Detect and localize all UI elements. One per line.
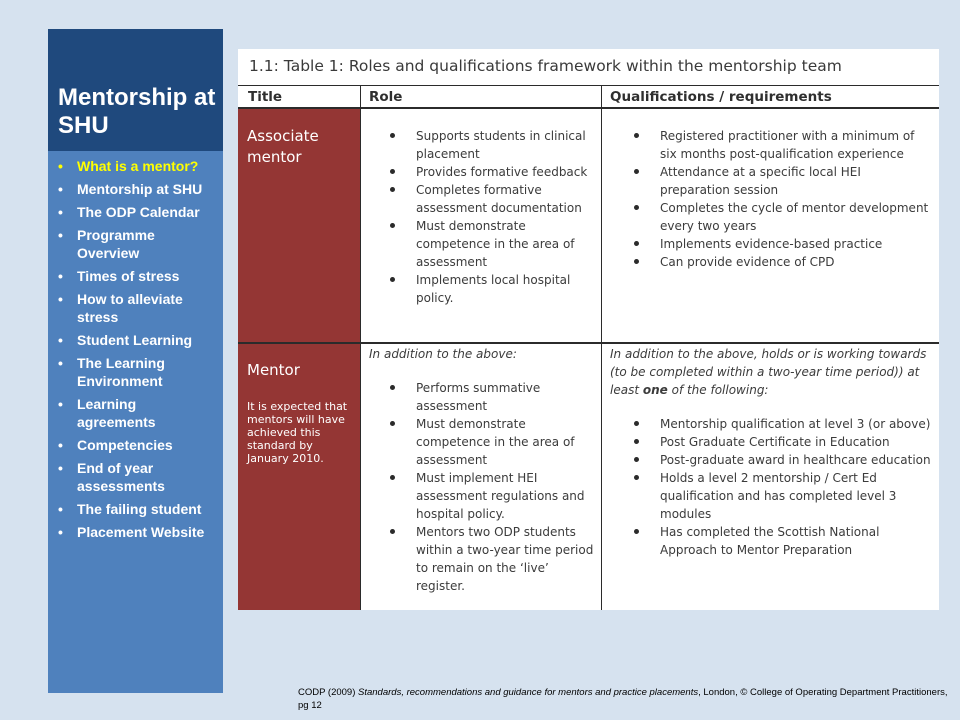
mentor-cell <box>238 344 360 610</box>
sidebar-item[interactable] <box>58 331 213 349</box>
mentor-role-list <box>364 379 598 595</box>
bullet-icon <box>390 277 395 282</box>
sidebar-item-label: Student Learning <box>77 332 193 348</box>
list-item <box>608 469 934 523</box>
mentor-title: Mentor <box>247 361 300 379</box>
sidebar-item-label: The ODP Calendar <box>77 204 200 220</box>
bullet-icon <box>634 169 639 174</box>
list-item <box>608 415 934 433</box>
bullet-icon <box>390 421 395 426</box>
list-item-text: Must demonstrate competence in the area of assessment <box>416 417 575 467</box>
list-item <box>608 523 934 559</box>
roles-table-image <box>238 49 939 610</box>
column-divider-1 <box>360 85 361 610</box>
sidebar-item-label: The Learning Environment <box>77 355 165 389</box>
sidebar-item[interactable] <box>58 226 213 262</box>
list-item-text: Implements evidence-based practice <box>660 237 883 251</box>
list-item-text: Attendance at a specific local HEI preparation session <box>660 165 861 197</box>
qual-intro-end: of the following: <box>667 383 769 397</box>
list-item <box>364 271 598 307</box>
associate-qualifications-list <box>608 127 934 271</box>
list-item-text: Performs summative assessment <box>416 381 541 413</box>
list-item-text: Supports students in clinical placement <box>416 129 586 161</box>
header-qualifications: Qualifications / requirements <box>610 89 832 105</box>
list-item <box>364 415 598 469</box>
table-top-rule <box>238 85 939 86</box>
bullet-icon: • <box>58 355 63 371</box>
sidebar-item[interactable] <box>58 290 213 326</box>
bullet-icon <box>390 529 395 534</box>
list-item <box>608 235 934 253</box>
list-item-text: Registered practitioner with a minimum of six months post-qualification experience <box>660 129 915 161</box>
list-item-text: Implements local hospital policy. <box>416 273 571 305</box>
column-divider-2 <box>601 85 602 610</box>
list-item-text: Post Graduate Certificate in Education <box>660 435 890 449</box>
bullet-icon: • <box>58 524 63 540</box>
bullet-icon <box>390 475 395 480</box>
list-item-text: Mentorship qualification at level 3 (or above) <box>660 417 931 431</box>
list-item-text: Has completed the Scottish National Approach to Mentor Preparation <box>660 525 880 557</box>
bullet-icon <box>634 421 639 426</box>
list-item <box>364 379 598 415</box>
associate-mentor-title: Associate mentor <box>247 127 319 166</box>
list-item <box>608 199 934 235</box>
bullet-icon <box>390 133 395 138</box>
header-role: Role <box>369 89 403 105</box>
list-item <box>608 163 934 199</box>
list-item <box>608 433 934 451</box>
role-intro: In addition to the above: <box>369 347 517 361</box>
bullet-icon <box>634 205 639 210</box>
list-item <box>364 181 598 217</box>
bullet-icon <box>634 241 639 246</box>
sidebar-title: Mentorship at SHU <box>58 84 216 139</box>
sidebar-item[interactable] <box>58 459 213 495</box>
sidebar-item-label: How to alleviate stress <box>77 291 183 325</box>
sidebar-item-label: Programme Overview <box>77 227 155 261</box>
sidebar-nav <box>48 29 223 693</box>
sidebar-item[interactable] <box>58 180 213 198</box>
sidebar-item-label: End of year assessments <box>77 460 165 494</box>
citation-title: Standards, recommendations and guidance for mentors and practice placements <box>358 687 699 698</box>
qual-intro-start: In addition to the above, holds or is working towards (to be completed within a two-year time period)) at least <box>610 347 927 397</box>
bullet-icon: • <box>58 396 63 412</box>
bullet-icon <box>390 169 395 174</box>
sidebar-item[interactable] <box>58 267 213 285</box>
sidebar-title-box <box>48 29 223 151</box>
sidebar-item-label: Times of stress <box>77 268 180 284</box>
bullet-icon: • <box>58 332 63 348</box>
associate-mentor-cell <box>238 109 360 342</box>
bullet-icon <box>634 439 639 444</box>
list-item-text: Holds a level 2 mentorship / Cert Ed qualification and has completed level 3 modules <box>660 471 897 521</box>
sidebar-item[interactable] <box>58 395 213 431</box>
bullet-icon: • <box>58 204 63 220</box>
sidebar-item[interactable] <box>58 354 213 390</box>
sidebar-item-label: Learning agreements <box>77 396 156 430</box>
list-item-text: Provides formative feedback <box>416 165 588 179</box>
list-item <box>364 163 598 181</box>
bullet-icon: • <box>58 460 63 476</box>
list-item <box>364 217 598 271</box>
bullet-icon <box>390 187 395 192</box>
sidebar-item[interactable] <box>58 436 213 454</box>
bullet-icon <box>634 133 639 138</box>
associate-role-list <box>364 127 598 307</box>
bullet-icon <box>634 529 639 534</box>
list-item-text: Completes formative assessment documentation <box>416 183 582 215</box>
sidebar-item-label: Mentorship at SHU <box>77 181 203 197</box>
bullet-icon: • <box>58 437 63 453</box>
sidebar-item-label: Competencies <box>77 437 173 453</box>
bullet-icon: • <box>58 501 63 517</box>
sidebar-item-label: What is a mentor? <box>77 158 199 174</box>
bullet-icon: • <box>58 268 63 284</box>
bullet-icon <box>634 475 639 480</box>
sidebar-item[interactable] <box>58 157 213 175</box>
list-item <box>608 451 934 469</box>
citation-footnote <box>298 686 958 712</box>
bullet-icon: • <box>58 291 63 307</box>
bullet-icon <box>390 223 395 228</box>
table-caption: 1.1: Table 1: Roles and qualifications framework within the mentorship team <box>249 57 842 75</box>
list-item <box>608 127 934 163</box>
list-item-text: Completes the cycle of mentor development every two years <box>660 201 929 233</box>
list-item-text: Mentors two ODP students within a two-year time period to remain on the ‘live’ register. <box>416 525 594 593</box>
qual-intro-bold: one <box>642 383 668 397</box>
list-item <box>364 469 598 523</box>
list-item <box>364 127 598 163</box>
qualifications-intro <box>610 345 932 399</box>
mentor-note: It is expected that mentors will have achieved this standard by January 2010. <box>247 400 348 465</box>
bullet-icon <box>634 259 639 264</box>
citation-suffix: , London, © College of Operating Department Practitioners, pg 12 <box>298 687 948 711</box>
bullet-icon <box>390 385 395 390</box>
mentor-qualifications-list <box>608 415 934 559</box>
list-item <box>608 253 934 271</box>
bullet-icon: • <box>58 158 63 174</box>
list-item-text: Must demonstrate competence in the area of assessment <box>416 219 575 269</box>
list-item <box>364 523 598 595</box>
header-title: Title <box>248 89 283 105</box>
bullet-icon: • <box>58 181 63 197</box>
citation-prefix: CODP (2009) <box>298 687 359 698</box>
sidebar-menu <box>48 151 223 541</box>
sidebar-item-label: The failing student <box>77 501 202 517</box>
bullet-icon: • <box>58 227 63 243</box>
bullet-icon <box>634 457 639 462</box>
list-item-text: Must implement HEI assessment regulations and hospital policy. <box>416 471 585 521</box>
sidebar-item[interactable] <box>58 203 213 221</box>
list-item-text: Can provide evidence of CPD <box>660 255 835 269</box>
sidebar-item[interactable] <box>58 500 213 518</box>
sidebar-item-label: Placement Website <box>77 524 205 540</box>
list-item-text: Post-graduate award in healthcare education <box>660 453 931 467</box>
sidebar-item[interactable] <box>58 523 213 541</box>
